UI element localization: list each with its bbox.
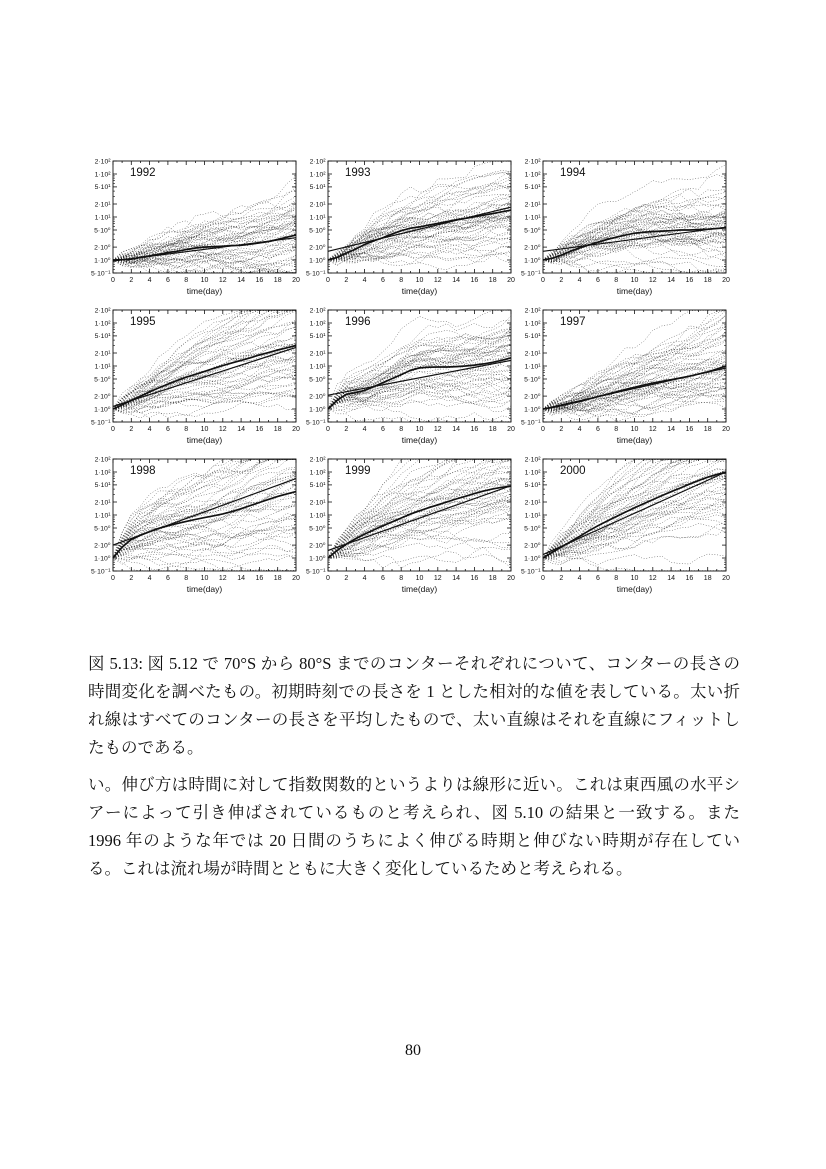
svg-text:5·10¹: 5·10¹ [94,482,111,490]
svg-text:2·10²: 2·10² [309,158,326,166]
svg-text:8: 8 [184,575,189,582]
svg-text:2·10²: 2·10² [309,456,326,464]
svg-text:2·10¹: 2·10¹ [94,499,111,507]
svg-text:5·10⁻¹: 5·10⁻¹ [91,419,111,427]
svg-text:2·10¹: 2·10¹ [524,350,541,358]
svg-text:2·10¹: 2·10¹ [309,499,326,507]
svg-text:8: 8 [399,575,404,582]
svg-text:1·10¹: 1·10¹ [309,214,326,222]
svg-text:time(day): time(day) [616,584,653,594]
svg-text:1·10⁰: 1·10⁰ [94,257,111,265]
svg-text:2·10⁰: 2·10⁰ [309,244,326,252]
svg-text:1·10¹: 1·10¹ [524,214,541,222]
svg-text:2: 2 [129,277,134,284]
svg-text:8: 8 [399,426,404,433]
svg-text:5·10⁻¹: 5·10⁻¹ [521,419,541,427]
svg-text:12: 12 [648,575,657,582]
svg-text:1·10²: 1·10² [94,320,111,328]
svg-text:20: 20 [507,426,515,433]
svg-text:1·10¹: 1·10¹ [524,512,541,520]
svg-text:5·10⁰: 5·10⁰ [94,525,111,533]
svg-text:20: 20 [292,277,300,284]
svg-text:time(day): time(day) [616,435,653,445]
svg-text:2: 2 [559,575,564,582]
svg-text:2·10¹: 2·10¹ [309,201,326,209]
svg-text:8: 8 [399,277,404,284]
svg-text:5·10⁻¹: 5·10⁻¹ [91,568,111,576]
svg-text:10: 10 [415,277,424,284]
svg-text:1·10⁰: 1·10⁰ [94,406,111,414]
plot-1995 [85,300,300,449]
svg-text:14: 14 [237,277,245,284]
svg-text:2·10⁰: 2·10⁰ [309,542,326,550]
svg-text:16: 16 [470,575,479,582]
svg-text:18: 18 [273,575,282,582]
svg-text:18: 18 [488,426,497,433]
svg-text:5·10¹: 5·10¹ [309,184,326,192]
svg-text:16: 16 [470,277,479,284]
svg-text:4: 4 [577,426,582,433]
svg-text:time(day): time(day) [186,286,223,296]
plot-1998 [85,449,300,598]
svg-text:2·10¹: 2·10¹ [524,201,541,209]
svg-text:14: 14 [237,426,245,433]
svg-text:2·10⁰: 2·10⁰ [94,244,111,252]
svg-text:20: 20 [722,277,730,284]
svg-text:10: 10 [200,575,209,582]
svg-text:1·10¹: 1·10¹ [524,363,541,371]
svg-text:4: 4 [147,426,152,433]
svg-text:1995: 1995 [130,316,156,328]
svg-text:14: 14 [452,426,460,433]
svg-text:2·10²: 2·10² [309,307,326,315]
svg-text:2: 2 [129,575,134,582]
svg-text:1·10¹: 1·10¹ [309,512,326,520]
svg-text:18: 18 [703,277,712,284]
svg-text:2: 2 [129,426,134,433]
svg-text:4: 4 [577,277,582,284]
svg-text:1999: 1999 [345,465,371,477]
svg-text:1·10²: 1·10² [309,171,326,179]
svg-text:1·10⁰: 1·10⁰ [309,406,326,414]
svg-text:5·10⁻¹: 5·10⁻¹ [521,568,541,576]
svg-text:16: 16 [685,426,694,433]
svg-text:6: 6 [380,575,385,582]
svg-text:5·10⁰: 5·10⁰ [309,376,326,384]
svg-text:0: 0 [111,575,115,582]
svg-text:2·10¹: 2·10¹ [94,201,111,209]
svg-text:5·10⁻¹: 5·10⁻¹ [306,419,326,427]
svg-text:2: 2 [344,575,349,582]
svg-text:1·10¹: 1·10¹ [94,512,111,520]
svg-text:14: 14 [452,575,460,582]
svg-text:16: 16 [685,277,694,284]
svg-text:2·10⁰: 2·10⁰ [309,393,326,401]
svg-text:10: 10 [630,575,639,582]
svg-text:time(day): time(day) [616,286,653,296]
svg-text:0: 0 [541,575,545,582]
svg-text:1·10⁰: 1·10⁰ [524,406,541,414]
svg-text:time(day): time(day) [401,286,438,296]
svg-text:8: 8 [184,426,189,433]
svg-text:20: 20 [722,426,730,433]
svg-text:18: 18 [273,277,282,284]
svg-text:5·10⁻¹: 5·10⁻¹ [521,270,541,278]
svg-text:20: 20 [507,277,515,284]
svg-text:0: 0 [111,277,115,284]
svg-text:2·10²: 2·10² [524,456,541,464]
svg-text:1·10¹: 1·10¹ [94,214,111,222]
svg-text:18: 18 [703,575,712,582]
svg-text:0: 0 [326,277,330,284]
svg-text:16: 16 [470,426,479,433]
svg-text:6: 6 [380,277,385,284]
plot-1999 [300,449,515,598]
figure-5-13-plot-grid [85,151,730,598]
svg-text:1·10²: 1·10² [524,171,541,179]
svg-text:5·10¹: 5·10¹ [309,333,326,341]
svg-text:18: 18 [488,277,497,284]
svg-text:10: 10 [200,277,209,284]
svg-text:2: 2 [344,277,349,284]
svg-text:2·10²: 2·10² [94,307,111,315]
svg-text:12: 12 [433,426,442,433]
svg-text:12: 12 [648,277,657,284]
svg-text:20: 20 [507,575,515,582]
svg-text:5·10⁰: 5·10⁰ [524,227,541,235]
svg-text:4: 4 [577,575,582,582]
page-number: 80 [405,1042,421,1059]
svg-text:2·10⁰: 2·10⁰ [524,244,541,252]
svg-text:5·10⁻¹: 5·10⁻¹ [306,568,326,576]
plot-1994 [515,151,730,300]
svg-text:10: 10 [630,426,639,433]
svg-text:1993: 1993 [345,167,371,179]
svg-text:6: 6 [165,426,170,433]
svg-text:2·10²: 2·10² [94,158,111,166]
svg-text:5·10⁻¹: 5·10⁻¹ [306,270,326,278]
svg-text:5·10⁰: 5·10⁰ [309,227,326,235]
svg-text:16: 16 [255,575,264,582]
svg-text:time(day): time(day) [401,584,438,594]
svg-text:5·10⁰: 5·10⁰ [524,525,541,533]
svg-text:time(day): time(day) [186,435,223,445]
svg-text:14: 14 [667,426,675,433]
svg-text:2: 2 [559,426,564,433]
svg-text:18: 18 [273,426,282,433]
svg-text:10: 10 [630,277,639,284]
svg-text:2·10⁰: 2·10⁰ [94,542,111,550]
svg-text:5·10⁰: 5·10⁰ [94,227,111,235]
svg-text:1·10²: 1·10² [309,320,326,328]
svg-text:14: 14 [667,277,675,284]
svg-text:5·10⁰: 5·10⁰ [524,376,541,384]
svg-text:1·10¹: 1·10¹ [309,363,326,371]
svg-text:10: 10 [415,575,424,582]
svg-text:12: 12 [648,426,657,433]
svg-text:1·10⁰: 1·10⁰ [309,555,326,563]
svg-text:1·10¹: 1·10¹ [94,363,111,371]
plot-1993 [300,151,515,300]
svg-text:1·10⁰: 1·10⁰ [94,555,111,563]
plot-1997 [515,300,730,449]
svg-text:5·10¹: 5·10¹ [524,333,541,341]
svg-text:2·10¹: 2·10¹ [94,350,111,358]
svg-text:0: 0 [326,426,330,433]
svg-text:5·10⁰: 5·10⁰ [309,525,326,533]
svg-text:20: 20 [292,426,300,433]
svg-text:1996: 1996 [345,316,371,328]
svg-text:10: 10 [415,426,424,433]
svg-text:8: 8 [184,277,189,284]
svg-text:2·10⁰: 2·10⁰ [524,393,541,401]
svg-text:1·10²: 1·10² [94,171,111,179]
svg-text:0: 0 [111,426,115,433]
svg-text:16: 16 [255,277,264,284]
svg-text:2: 2 [344,426,349,433]
svg-text:0: 0 [326,575,330,582]
svg-text:1992: 1992 [130,167,156,179]
svg-text:6: 6 [165,277,170,284]
plot-2000 [515,449,730,598]
svg-text:20: 20 [722,575,730,582]
body-paragraph: い。伸び方は時間に対して指数関数的というよりは線形に近い。これは東西風の水平シアーによって引き伸ばされているものと考えられ、図 5.10 の結果と一致する。また 1996 年のような年では 20 日間のうちによく伸びる時期と伸びない時期が存在している。これは流れ場が時間とともに大きく変化しているためと考えられる。 [88,775,741,878]
svg-text:5·10¹: 5·10¹ [524,184,541,192]
svg-text:5·10⁰: 5·10⁰ [94,376,111,384]
svg-text:8: 8 [614,575,619,582]
svg-text:4: 4 [362,575,367,582]
svg-text:10: 10 [200,426,209,433]
svg-text:1·10⁰: 1·10⁰ [309,257,326,265]
svg-text:5·10¹: 5·10¹ [94,184,111,192]
svg-text:12: 12 [218,426,227,433]
svg-text:4: 4 [147,575,152,582]
svg-text:1997: 1997 [560,316,586,328]
svg-text:6: 6 [595,575,600,582]
svg-text:2·10²: 2·10² [524,307,541,315]
svg-text:2000: 2000 [560,465,586,477]
svg-text:18: 18 [703,426,712,433]
svg-text:4: 4 [147,277,152,284]
plot-1996 [300,300,515,449]
svg-text:1·10²: 1·10² [309,469,326,477]
svg-text:2·10⁰: 2·10⁰ [94,393,111,401]
svg-text:0: 0 [541,426,545,433]
svg-text:6: 6 [595,277,600,284]
plot-1992 [85,151,300,300]
svg-text:0: 0 [541,277,545,284]
svg-text:4: 4 [362,426,367,433]
svg-text:5·10¹: 5·10¹ [309,482,326,490]
svg-text:6: 6 [595,426,600,433]
svg-text:5·10¹: 5·10¹ [524,482,541,490]
svg-text:5·10⁻¹: 5·10⁻¹ [91,270,111,278]
svg-text:5·10¹: 5·10¹ [94,333,111,341]
svg-text:12: 12 [218,277,227,284]
svg-text:12: 12 [433,277,442,284]
svg-text:2·10⁰: 2·10⁰ [524,542,541,550]
svg-text:1994: 1994 [560,167,586,179]
svg-text:1·10²: 1·10² [94,469,111,477]
svg-text:2·10¹: 2·10¹ [309,350,326,358]
svg-text:12: 12 [433,575,442,582]
svg-text:time(day): time(day) [186,584,223,594]
svg-text:6: 6 [380,426,385,433]
svg-text:8: 8 [614,277,619,284]
svg-text:2: 2 [559,277,564,284]
svg-text:8: 8 [614,426,619,433]
svg-text:14: 14 [452,277,460,284]
svg-text:6: 6 [165,575,170,582]
svg-text:1998: 1998 [130,465,156,477]
svg-text:14: 14 [237,575,245,582]
svg-text:14: 14 [667,575,675,582]
svg-text:16: 16 [685,575,694,582]
svg-text:18: 18 [488,575,497,582]
svg-text:1·10²: 1·10² [524,469,541,477]
svg-text:12: 12 [218,575,227,582]
svg-text:2·10²: 2·10² [524,158,541,166]
svg-text:1·10²: 1·10² [524,320,541,328]
svg-text:2·10¹: 2·10¹ [524,499,541,507]
svg-text:4: 4 [362,277,367,284]
svg-text:time(day): time(day) [401,435,438,445]
svg-text:16: 16 [255,426,264,433]
svg-text:20: 20 [292,575,300,582]
svg-text:1·10⁰: 1·10⁰ [524,555,541,563]
svg-text:2·10²: 2·10² [94,456,111,464]
svg-text:1·10⁰: 1·10⁰ [524,257,541,265]
figure-caption: 図 5.13: 図 5.12 で 70°S から 80°S までのコンターそれぞれについて、コンターの長さの時間変化を調べたもの。初期時刻での長さを 1 とした相対的な値を表している。太い折れ線はすべてのコンターの長さを平均したもので、太い直線はそれを直線にフィットしたものである。 [88,654,740,757]
